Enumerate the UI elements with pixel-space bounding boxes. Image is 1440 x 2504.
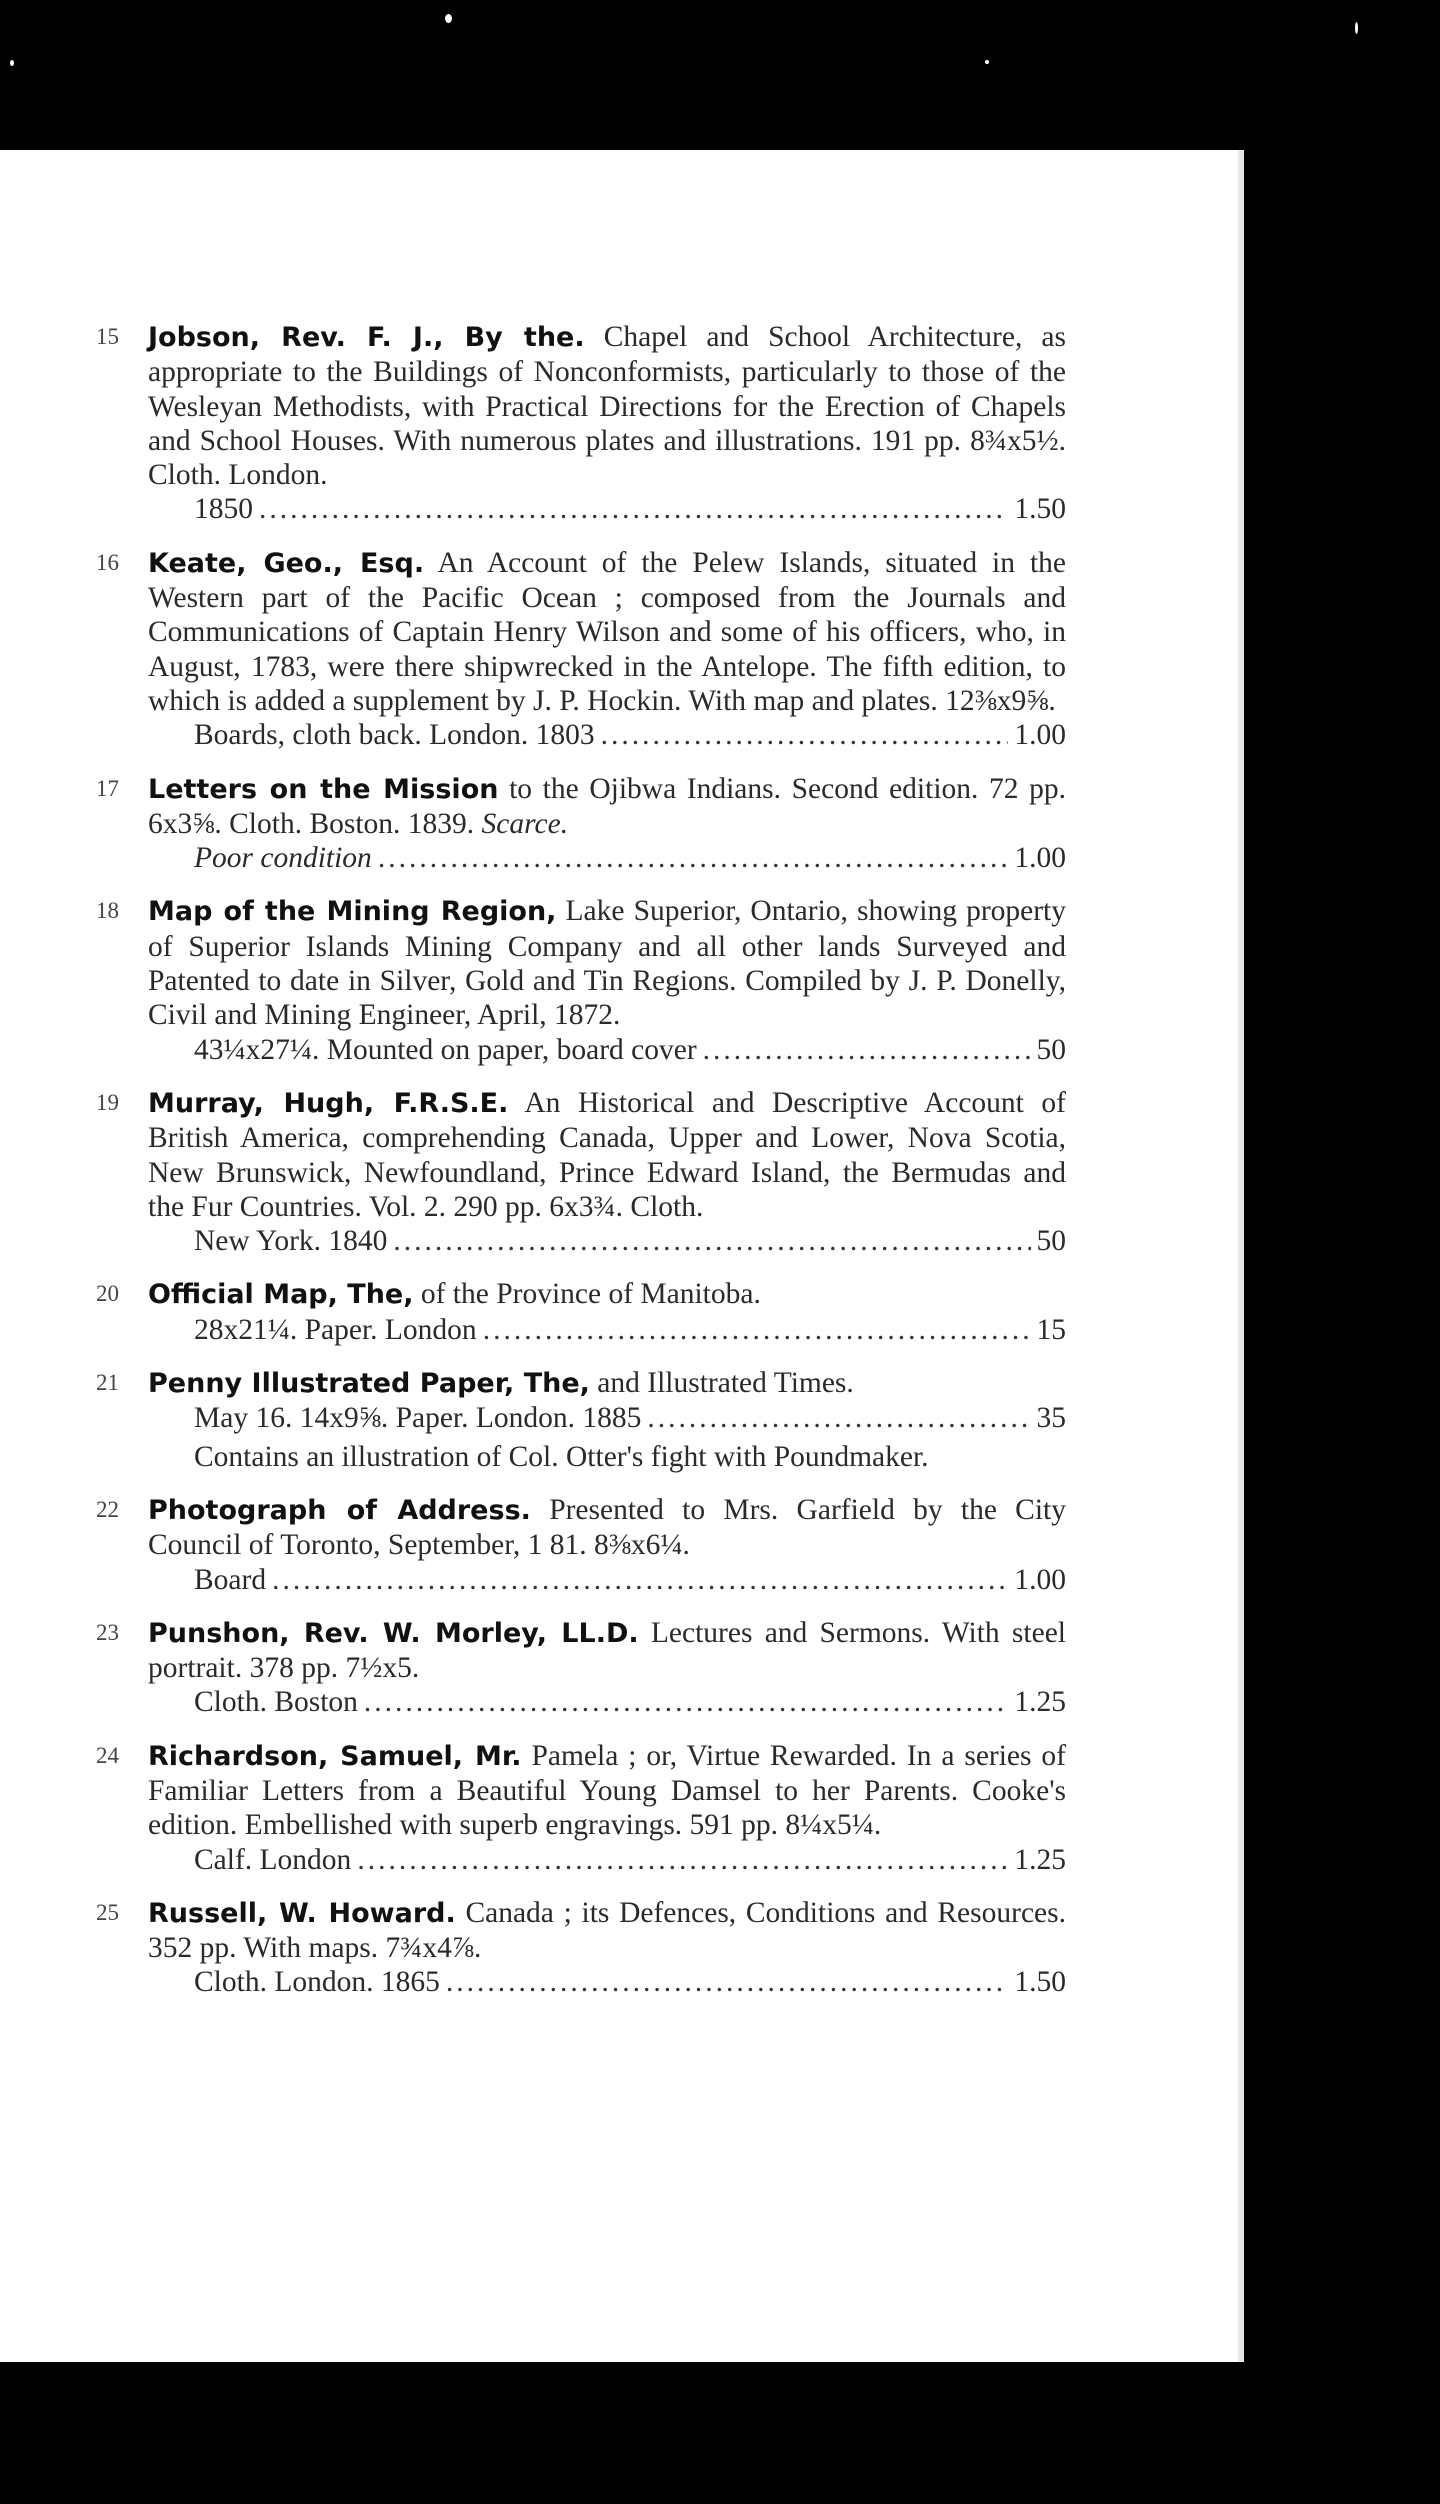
dot-leader bbox=[272, 1563, 1008, 1597]
catalogue-entries bbox=[96, 320, 1066, 2019]
entry-price: 50 bbox=[1036, 1033, 1066, 1066]
dot-leader bbox=[364, 1685, 1008, 1719]
entry-title: Richardson, Samuel, Mr. bbox=[148, 1740, 522, 1772]
entry-title: Keate, Geo., Esq. bbox=[148, 547, 425, 579]
entry-remark: Scarce. bbox=[481, 807, 569, 840]
entry-price: 35 bbox=[1036, 1402, 1066, 1435]
entry-description: Lectures and Sermons. With steel portrait. 378 pp. 7½x5. bbox=[148, 1616, 1066, 1685]
entry-description: Pamela ; or, Virtue Rewarded. In a series of Familiar Letters from a Beautiful Young Damsel to her Parents. Cooke's edition. Embellished with superb engravings. 591 pp. 8¼x5¼. bbox=[148, 1739, 1066, 1842]
entry-description: Chapel and School Architecture, as appropriate to the Buildings of Nonconformists, particularly to those of the Wesleyan Methodists, with Practical Directions for the Erection of Chapels and School Houses. With numerous plates and illustrations. 191 pp. 8¾x5½. Cloth. London. bbox=[148, 321, 1066, 492]
catalogue-page bbox=[0, 150, 1238, 2362]
dot-leader bbox=[647, 1401, 1030, 1435]
entry-price: 1.25 bbox=[1014, 1843, 1066, 1876]
entry-description: An Account of the Pelew Islands, situated in the Western part of the Pacific Ocean ; composed from the Journals and Communications of Captain Henry Wilson and some of his officers, who, in August, 1783, were there shipwrecked in the Antelope. The fifth edition, to which is added a supplement by J. P. Hockin. With map and plates. 12⅜x9⅝. bbox=[148, 546, 1067, 717]
entry-number: 20 bbox=[96, 1281, 119, 1307]
dot-leader bbox=[483, 1313, 1031, 1347]
entry-imprint: Boards, cloth back. London. 1803 bbox=[194, 719, 595, 752]
entry-number: 24 bbox=[96, 1742, 119, 1768]
catalogue-entry bbox=[96, 772, 1066, 876]
entry-imprint: New York. 1840 bbox=[194, 1225, 388, 1258]
entry-number: 23 bbox=[96, 1619, 119, 1645]
entry-number: 19 bbox=[96, 1089, 119, 1115]
entry-number: 22 bbox=[96, 1496, 119, 1522]
entry-imprint: May 16. 14x9⅝. Paper. London. 1885 bbox=[194, 1402, 642, 1435]
film-speck bbox=[1355, 22, 1358, 34]
entry-description: Presented to Mrs. Garfield by the City Council of Toronto, September, 1 81. 8⅜x6¼. bbox=[148, 1493, 1067, 1562]
entry-description: and Illustrated Times. bbox=[597, 1367, 854, 1400]
dot-leader bbox=[703, 1033, 1031, 1067]
entry-imprint: 43¼x27¼. Mounted on paper, board cover bbox=[194, 1033, 697, 1066]
catalogue-entry bbox=[96, 1896, 1066, 2000]
film-speck bbox=[985, 60, 989, 64]
entry-number: 21 bbox=[96, 1370, 119, 1396]
entry-description: An Historical and Descriptive Account of British America, comprehending Canada, Upper and Lower, Nova Scotia, New Brunswick, Newfoundland, Prince Edward Island, the Bermudas and the Fur Countries. Vol. 2. 290 pp. 6x3¾. Cloth. bbox=[148, 1086, 1067, 1223]
entry-number: 16 bbox=[96, 549, 119, 575]
entry-description: to the Ojibwa Indians. Second edition. 72 pp. 6x3⅝. Cloth. Boston. 1839. bbox=[148, 772, 1067, 840]
dot-leader bbox=[259, 492, 1008, 526]
entry-price: 50 bbox=[1036, 1225, 1066, 1258]
catalogue-entry bbox=[96, 1616, 1066, 1720]
dot-leader bbox=[378, 841, 1009, 875]
film-speck bbox=[10, 60, 14, 66]
entry-price: 1.00 bbox=[1014, 1563, 1066, 1596]
entry-description: of the Province of Manitoba. bbox=[420, 1278, 761, 1311]
entry-price: 1.50 bbox=[1014, 1966, 1066, 1999]
catalogue-entry bbox=[96, 546, 1066, 753]
catalogue-entry bbox=[96, 1086, 1066, 1258]
entry-number: 25 bbox=[96, 1899, 119, 1925]
entry-condition: Poor condition bbox=[194, 842, 372, 875]
entry-title: Murray, Hugh, F.R.S.E. bbox=[148, 1087, 509, 1119]
entry-title: Map of the Mining Region, bbox=[148, 896, 557, 928]
entry-imprint: 28x21¼. Paper. London bbox=[194, 1313, 477, 1346]
catalogue-entry bbox=[96, 1277, 1066, 1347]
entry-number: 18 bbox=[96, 898, 119, 924]
dot-leader bbox=[357, 1843, 1008, 1877]
entry-imprint: 1850 bbox=[194, 493, 253, 526]
entry-number: 15 bbox=[96, 324, 119, 349]
entry-price: 15 bbox=[1036, 1313, 1066, 1346]
dot-leader bbox=[601, 718, 1009, 752]
entry-imprint: Cloth. London. 1865 bbox=[194, 1966, 440, 1999]
dot-leader bbox=[393, 1224, 1030, 1258]
entry-imprint: Board bbox=[194, 1563, 267, 1596]
entry-price: 1.00 bbox=[1014, 719, 1066, 752]
entry-imprint: Calf. London bbox=[194, 1843, 352, 1876]
entry-number: 17 bbox=[96, 775, 119, 801]
film-speck bbox=[445, 14, 452, 23]
entry-description: Canada ; its Defences, Conditions and Resources. 352 pp. With maps. 7¾x4⅞. bbox=[148, 1896, 1066, 1965]
entry-title: Letters on the Mission bbox=[148, 773, 499, 805]
entry-note: Contains an illustration of Col. Otter's fight with Poundmaker. bbox=[194, 1440, 929, 1473]
dot-leader bbox=[446, 1965, 1009, 1999]
catalogue-entry bbox=[96, 894, 1066, 1066]
catalogue-entry bbox=[96, 1739, 1066, 1877]
entry-price: 1.25 bbox=[1014, 1686, 1066, 1719]
entry-title: Russell, W. Howard. bbox=[148, 1897, 456, 1929]
entry-title: Jobson, Rev. F. J., By the. bbox=[148, 322, 585, 353]
entry-description: Lake Superior, Ontario, showing property of Superior Islands Mining Company and all other lands Surveyed and Patented to date in Silver, Gold and Tin Regions. Compiled by J. P. Donelly, Civil and Mining Engineer, April, 1872. bbox=[148, 895, 1067, 1032]
entry-imprint: Cloth. Boston bbox=[194, 1686, 358, 1719]
entry-title: Penny Illustrated Paper, The, bbox=[148, 1368, 590, 1400]
catalogue-entry bbox=[96, 320, 1066, 527]
entry-price: 1.00 bbox=[1014, 842, 1066, 875]
entry-price: 1.50 bbox=[1014, 493, 1066, 526]
catalogue-entry bbox=[96, 1366, 1066, 1474]
catalogue-entry bbox=[96, 1493, 1066, 1597]
entry-title: Photograph of Address. bbox=[148, 1494, 531, 1526]
entry-title: Official Map, The, bbox=[148, 1279, 414, 1311]
entry-title: Punshon, Rev. W. Morley, LL.D. bbox=[148, 1617, 639, 1649]
